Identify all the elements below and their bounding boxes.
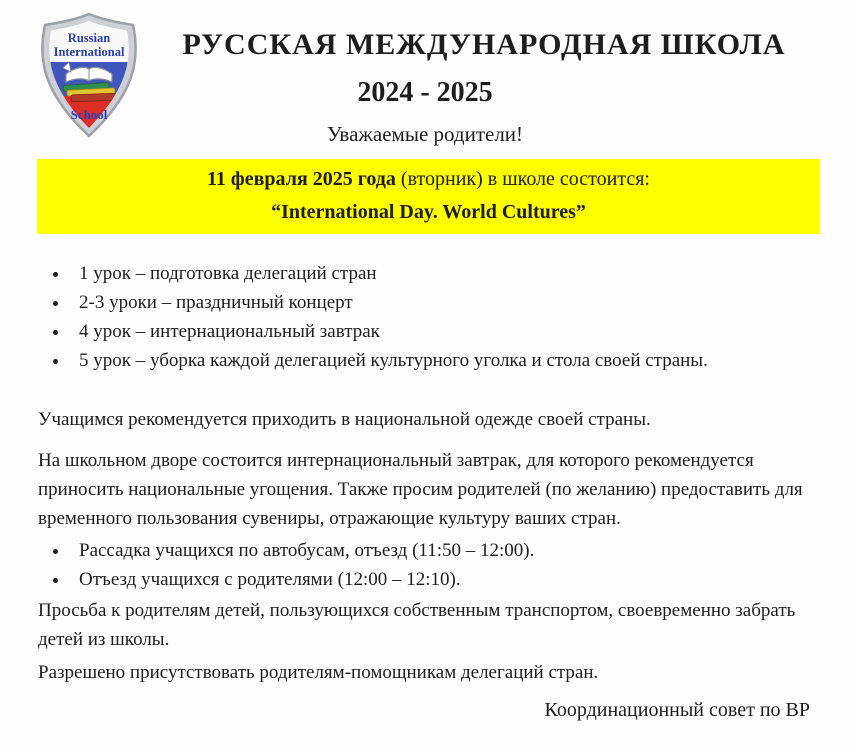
school-logo (33, 12, 145, 138)
paragraph-transport-request: Просьба к родителям детей, пользующихся собственным транспортом, своевременно забрать детей из школы. (38, 600, 796, 650)
event-date: 11 февраля 2025 года (207, 168, 396, 190)
school-year-range: 2024 - 2025 (357, 77, 493, 108)
logo-text-international: International (53, 45, 125, 59)
document-header (0, 0, 850, 146)
paragraph-dress-code: Учащимся рекомендуется приходить в национальной одежде своей страны. (38, 409, 651, 430)
list-item: • 2-3 уроки – праздничный концерт (70, 289, 830, 317)
schedule-list (40, 260, 830, 375)
paragraph-breakfast: На школьном дворе состоится интернациональный завтрак, для которого рекомендуется приносить национальные угощения. Также просим родителей (по желанию) предоставить для временного пользования сувениры, отражающие культуру ваших стран. (38, 450, 803, 529)
signature-line: Координационный совет по ВР (544, 699, 810, 721)
greeting-line: Уважаемые родители! (326, 122, 524, 146)
departure-list (40, 537, 830, 594)
logo-text-russian: Russian (67, 31, 111, 45)
event-date-rest: (вторник) в школе состоится: (395, 168, 650, 190)
list-item: • 5 урок – уборка каждой делегацией культурного уголка и стола своей страны. (70, 347, 830, 375)
logo-text-school: School (70, 107, 108, 122)
list-item: • 4 урок – интернациональный завтрак (70, 318, 830, 346)
books-stack-icon (63, 82, 117, 101)
school-shield-icon (33, 12, 145, 138)
list-item: • Отъезд учащихся с родителями (12:00 – 12:10). (70, 566, 830, 594)
event-announcement-banner (37, 159, 820, 234)
list-item: • 1 урок – подготовка делегаций стран (70, 260, 830, 288)
event-title: “International Day. World Cultures” (271, 201, 586, 223)
page-title: РУССКАЯ МЕЖДУНАРОДНАЯ ШКОЛА (182, 28, 786, 61)
event-date-line (37, 167, 820, 191)
list-item: • Рассадка учащихся по автобусам, отъезд (11:50 – 12:00). (70, 537, 830, 565)
paragraph-helpers: Разрешено присутствовать родителям-помощникам делегаций стран. (38, 662, 599, 683)
